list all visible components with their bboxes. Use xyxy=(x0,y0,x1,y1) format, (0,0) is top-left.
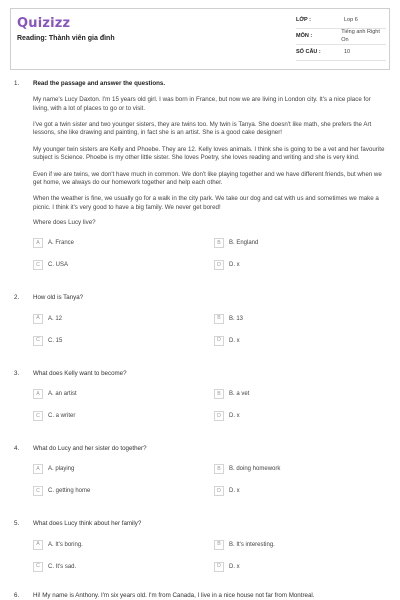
question-1 xyxy=(14,80,386,271)
answer-option-d[interactable] xyxy=(214,561,395,573)
question-5 xyxy=(14,520,386,572)
passage-paragraph: My name's Lucy Daxton. I'm 15 years old girl. I was born in France, but now we are living in London city. It's a nice place for living, with a lot of places to go or to visit. xyxy=(33,96,371,112)
option-letter-box: B xyxy=(214,540,224,550)
option-text: B. It's interesting. xyxy=(229,541,275,548)
meta-value: Lop 6 xyxy=(344,16,358,23)
answer-option-b[interactable] xyxy=(214,539,395,551)
answer-option-c[interactable] xyxy=(33,485,214,497)
option-text: A. 12 xyxy=(48,315,63,322)
passage-paragraph: I've got a twin sister and two younger sisters, they are twins too. My twin is Tanya. She doesn't like math, she prefers the Art lessons, she like drawing and painting, in fact she is an artist. She is a good cake designer! xyxy=(33,121,372,137)
meta-label: SỐ CÂU : xyxy=(296,48,321,55)
worksheet-meta xyxy=(296,13,386,61)
option-letter-box: C xyxy=(33,562,43,572)
option-letter-box: D xyxy=(214,562,224,572)
answer-option-c[interactable] xyxy=(33,335,214,347)
question-4 xyxy=(14,445,386,497)
answer-options xyxy=(33,388,386,422)
option-letter-box: C xyxy=(33,486,43,496)
passage-paragraph: When the weather is fine, we usually go for a walk in the city park. We take our dog and cat with us and sometimes we make a picnic. I think it's very good to have a big family. We never get bored! xyxy=(33,195,379,211)
passage-paragraph: My younger twin sisters are Kelly and Phoebe. They are 12. Kelly loves animals. I think she is going to be a vet and her favourite subject is Science. Phoebe is my other little sister. She loves Poetry, she loves reading and writing and she is very kind. xyxy=(33,145,385,162)
answer-option-d[interactable] xyxy=(214,335,395,347)
option-text: B. England xyxy=(229,240,259,247)
answer-option-a[interactable] xyxy=(33,313,214,325)
option-letter-box: D xyxy=(214,260,224,270)
question-text: What do Lucy and her sister do together? xyxy=(33,445,147,453)
option-letter-box: D xyxy=(214,486,224,496)
answer-options xyxy=(33,463,386,497)
passage-paragraph: Even if we are twins, we don't have much in common. We don't like playing together and we have different friends, but when we get home, we always do our homework together and help each other. xyxy=(33,170,382,186)
option-letter-box: A xyxy=(33,464,43,474)
answer-option-b[interactable] xyxy=(214,237,395,249)
question-number: 1. xyxy=(14,80,20,87)
answer-option-d[interactable] xyxy=(214,485,395,497)
answer-option-a[interactable] xyxy=(33,237,214,249)
question-number: 5. xyxy=(14,520,20,528)
worksheet-header xyxy=(10,8,390,70)
answer-option-d[interactable] xyxy=(214,259,395,271)
answer-option-a[interactable] xyxy=(33,539,214,551)
question-6 xyxy=(14,592,386,600)
option-letter-box: A xyxy=(33,389,43,399)
answer-option-c[interactable] xyxy=(33,410,214,422)
question-number: 3. xyxy=(14,369,20,377)
option-text: A. It's boring. xyxy=(48,541,83,548)
question-text: How old is Tanya? xyxy=(33,294,84,302)
option-letter-box: B xyxy=(214,314,224,324)
answer-option-a[interactable] xyxy=(33,388,214,400)
worksheet-content xyxy=(14,80,386,600)
question-number: 4. xyxy=(14,445,20,453)
option-text: D. x xyxy=(229,337,240,344)
meta-row-subject xyxy=(296,29,386,45)
option-text: C. 15 xyxy=(48,337,63,344)
meta-row-count xyxy=(296,45,386,61)
question-3 xyxy=(14,370,386,422)
answer-option-d[interactable] xyxy=(214,410,395,422)
option-text: A. playing xyxy=(48,466,75,473)
question-text: Where does Lucy live? xyxy=(33,218,96,226)
question-instruction: Read the passage and answer the questions. xyxy=(33,80,166,87)
option-letter-box: A xyxy=(33,540,43,550)
option-text: D. x xyxy=(229,262,240,269)
answer-options xyxy=(33,539,386,573)
option-text: C. a writer xyxy=(48,412,76,419)
option-text: B. 13 xyxy=(229,315,244,322)
option-text: A. France xyxy=(48,240,75,247)
answer-option-c[interactable] xyxy=(33,259,214,271)
option-text: A. an artist xyxy=(48,390,77,397)
question-number: 6. xyxy=(14,591,20,599)
option-letter-box: C xyxy=(33,336,43,346)
option-letter-box: C xyxy=(33,260,43,270)
question-number: 2. xyxy=(14,294,20,302)
option-letter-box: C xyxy=(33,411,43,421)
question-text: Hi! My name is Anthony. I'm six years old. I'm from Canada, I live in a nice house not far from Montreal. xyxy=(33,591,315,599)
answer-option-b[interactable] xyxy=(214,313,395,325)
question-text: What does Kelly want to become? xyxy=(33,369,127,377)
option-letter-box: B xyxy=(214,238,224,248)
meta-value: Tiếng anh Right On xyxy=(341,29,380,43)
option-letter-box: A xyxy=(33,314,43,324)
question-2 xyxy=(14,294,386,346)
option-text: C. USA xyxy=(48,262,69,269)
option-text: C. It's sad. xyxy=(48,563,77,570)
option-text: C. getting home xyxy=(48,488,91,495)
answer-options xyxy=(33,237,386,271)
quizizz-logo: Quizizz xyxy=(17,16,71,31)
option-letter-box: B xyxy=(214,389,224,399)
option-text: B. a vet xyxy=(229,390,250,397)
option-letter-box: B xyxy=(214,464,224,474)
option-letter-box: D xyxy=(214,336,224,346)
option-text: D. x xyxy=(229,412,240,419)
option-letter-box: A xyxy=(33,238,43,248)
answer-option-c[interactable] xyxy=(33,561,214,573)
meta-label: LỚP : xyxy=(296,16,311,23)
option-text: D. x xyxy=(229,563,240,570)
option-letter-box: D xyxy=(214,411,224,421)
meta-label: MÔN : xyxy=(296,32,313,39)
worksheet-title: Reading: Thành viên gia đình xyxy=(17,35,115,42)
question-text: What does Lucy think about her family? xyxy=(33,520,142,528)
answer-option-b[interactable] xyxy=(214,388,395,400)
option-text: B. doing homework xyxy=(229,466,281,473)
meta-value: 10 xyxy=(344,48,351,55)
option-text: D. x xyxy=(229,488,240,495)
answer-option-b[interactable] xyxy=(214,463,395,475)
answer-option-a[interactable] xyxy=(33,463,214,475)
answer-options xyxy=(33,313,386,347)
meta-row-class xyxy=(296,13,386,29)
